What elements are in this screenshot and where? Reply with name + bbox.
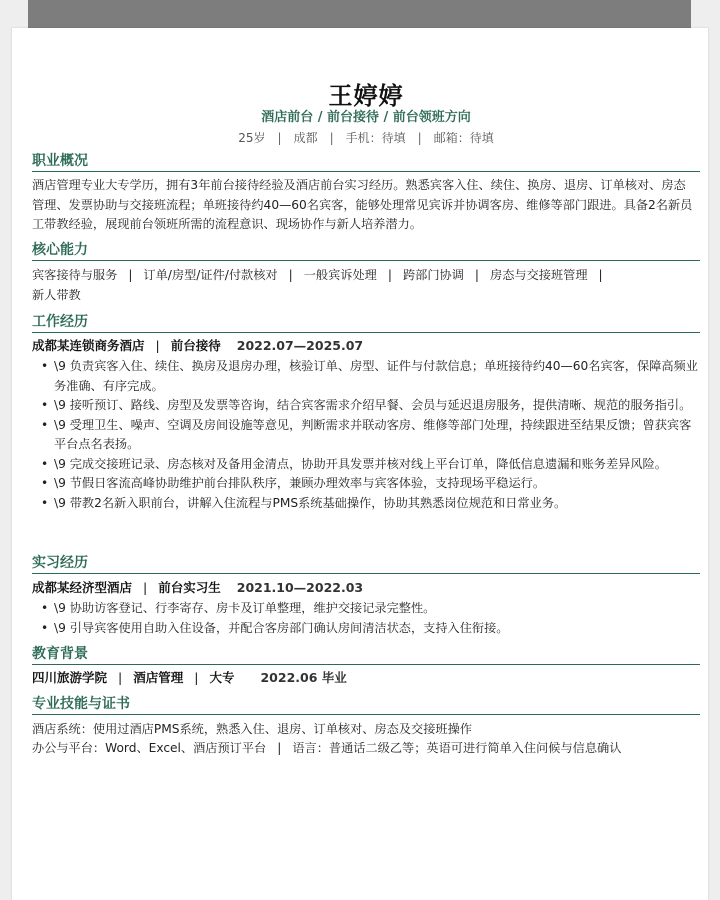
skill-item: 新人带教: [32, 287, 81, 302]
work-bullets: [32, 357, 700, 513]
contact-email: 邮箱：待填: [433, 131, 494, 145]
summary-text: 酒店管理专业大专学历，拥有3年前台接待经验及酒店前台实习经历。熟悉宾客入住、续住、换房、退房、订单核对、房态管理、发票协助与交接班流程；单班接待约40—60名宾客，能够处理常见宾诉并协调客房、维修等部门跟进。具备2名新员工带教经验，展现前台领班所需的流程意识、现场协作与新人培养潜力。: [32, 178, 693, 231]
contact-city: 成都: [293, 131, 318, 145]
education-date: 2022.06 毕业: [260, 670, 347, 685]
contact-age: 25岁: [238, 131, 266, 145]
certs-line-system: 酒店系统：使用过酒店PMS系统，熟悉入住、退房、订单核对、房态及交接班操作: [32, 722, 472, 736]
list-item: • \9 带教2名新入职前台，讲解入住流程与PMS系统基础操作，协助其熟悉岗位规范和日常业务。: [32, 494, 700, 514]
section-title-education: 教育背景: [32, 645, 700, 665]
internship-role: 前台实习生: [158, 580, 221, 595]
section-title-internship: 实习经历: [32, 554, 700, 574]
list-item: • \9 负责宾客入住、续住、换房及退房办理，核验订单、房型、证件与付款信息；单班接待约40—60名宾客，保障高频业务准确、有序完成。: [32, 357, 700, 396]
section-title-certs: 专业技能与证书: [32, 695, 700, 715]
work-date: 2022.07—2025.07: [236, 338, 364, 353]
education-row: 四川旅游学院 | 酒店管理 | 大专 2022.06 毕业: [32, 670, 347, 685]
list-item: • \9 完成交接班记录、房态核对及备用金清点，协助开具发票并核对线上平台订单，降低信息遗漏和账务差异风险。: [32, 455, 700, 475]
skills-list: 宾客接待与服务 | 订单/房型/证件/付款核对 | 一般宾诉处理 | 跨部门协调 | 房态与交接班管理 | 新人带教: [32, 268, 603, 302]
resume-page: [12, 28, 708, 900]
contact-phone: 手机：待填: [345, 131, 406, 145]
internship-bullets: [32, 599, 700, 638]
list-item: • \9 接听预订、路线、房型及发票等咨询，结合宾客需求介绍早餐、会员与延迟退房服务，提供清晰、规范的服务指引。: [32, 396, 700, 416]
certs-line-office: 办公与平台：Word、Excel、酒店预订平台 | 语言：普通话二级乙等；英语可进行简单入住问候与信息确认: [32, 741, 622, 755]
internship-date: 2021.10—2022.03: [236, 580, 364, 595]
skill-item: 房态与交接班管理: [490, 268, 588, 282]
work-company: 成都某连锁商务酒店: [32, 338, 145, 353]
certs-office: 办公与平台：Word、Excel、酒店预订平台: [32, 741, 267, 755]
list-item: • \9 节假日客流高峰协助维护前台排队秩序，兼顾办理效率与宾客体验，支持现场平稳运行。: [32, 474, 700, 494]
skill-item: 跨部门协调: [402, 268, 464, 282]
education-school: 四川旅游学院: [32, 670, 108, 685]
education-degree: 大专: [209, 670, 235, 685]
certs-language: 语言：普通话二级乙等；英语可进行简单入住问候与信息确认: [292, 741, 622, 755]
skill-item: 宾客接待与服务: [32, 268, 118, 282]
internship-company: 成都某经济型酒店: [32, 580, 133, 595]
education-major: 酒店管理: [133, 670, 184, 685]
job-target: 酒店前台 / 前台接待 / 前台领班方向: [261, 110, 471, 125]
section-title-work: 工作经历: [32, 313, 700, 333]
section-title-summary: 职业概况: [32, 152, 700, 172]
list-item: • \9 引导宾客使用自助入住设备，并配合客房部门确认房间清洁状态，支持入住衔接。: [32, 619, 700, 639]
list-item: • \9 受理卫生、噪声、空调及房间设施等意见，判断需求并联动客房、维修等部门处理，持续跟进至结果反馈；曾获宾客平台点名表扬。: [32, 416, 700, 455]
work-job-header: 成都某连锁商务酒店 | 前台接待 2022.07—2025.07: [32, 338, 364, 353]
section-title-skills: 核心能力: [32, 241, 700, 261]
contact-line: 25岁 | 成都 | 手机：待填 | 邮箱：待填: [238, 131, 494, 145]
internship-job-header: 成都某经济型酒店 | 前台实习生 2021.10—2022.03: [32, 580, 364, 595]
candidate-name: 王婷婷: [328, 82, 404, 110]
top-toolbar-bar: [28, 0, 691, 28]
work-role: 前台接待: [170, 338, 221, 353]
list-item: • \9 协助访客登记、行李寄存、房卡及订单整理，维护交接记录完整性。: [32, 599, 700, 619]
skill-item: 一般宾诉处理: [303, 268, 377, 282]
skill-item: 订单/房型/证件/付款核对: [143, 268, 278, 282]
